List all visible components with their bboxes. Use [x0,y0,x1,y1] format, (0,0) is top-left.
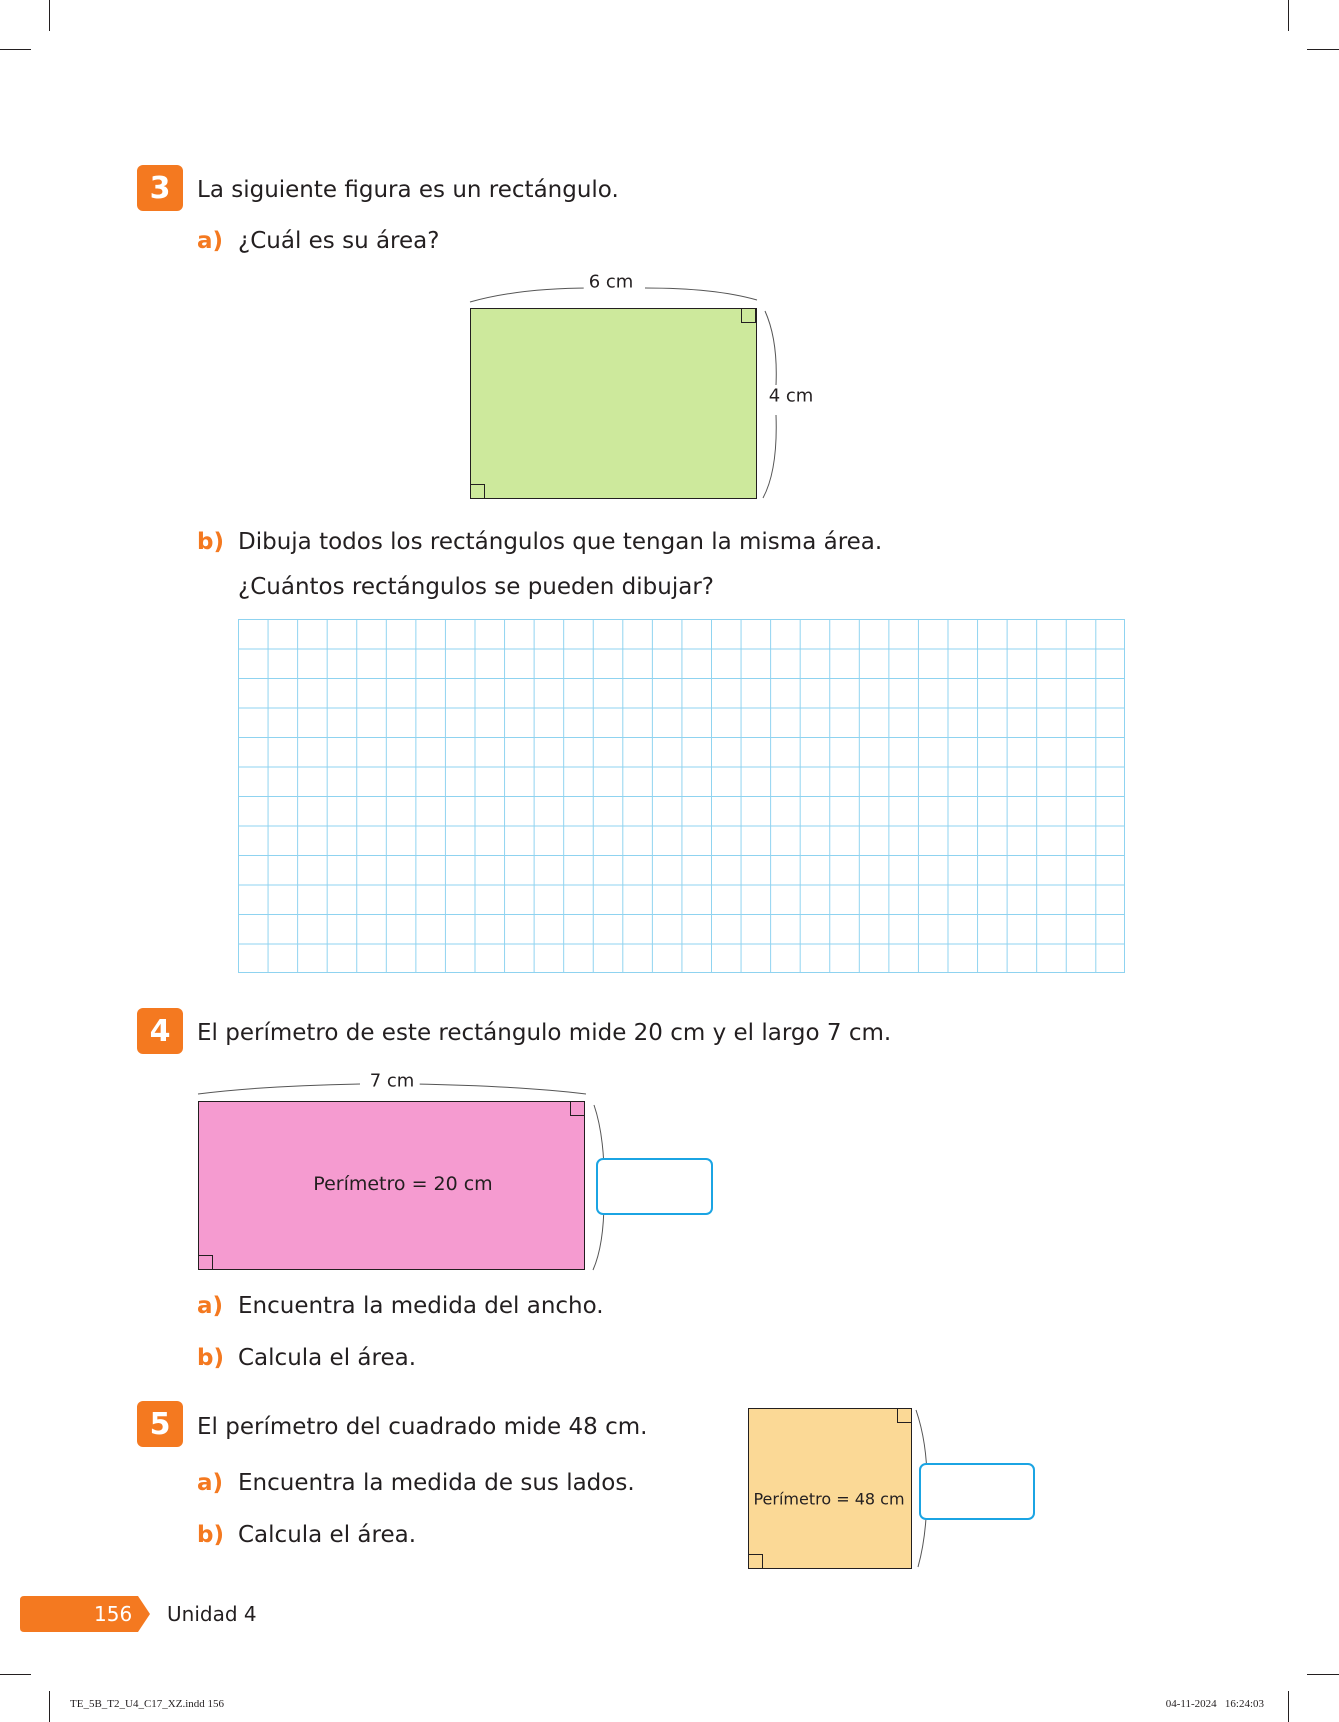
item-label: b) [197,529,224,555]
item-label: b) [197,1522,224,1548]
crop-mark [1288,0,1289,31]
width-label: 6 cm [584,272,639,293]
width-label: 7 cm [365,1071,420,1092]
right-angle-marker [198,1255,213,1270]
item-text: Encuentra la medida del ancho. [238,1293,604,1319]
perimeter-label: Perímetro = 20 cm [313,1173,493,1195]
drawing-grid[interactable] [238,619,1125,973]
page-number: 156 [94,1602,133,1626]
right-angle-marker [570,1101,585,1116]
crop-mark [1307,49,1339,50]
crop-mark [1307,1674,1339,1675]
answer-box-side[interactable] [919,1463,1035,1520]
unit-label: Unidad 4 [167,1602,257,1626]
item-text: ¿Cuántos rectángulos se pueden dibujar? [238,574,714,600]
item-text: ¿Cuál es su área? [238,228,440,254]
green-rectangle [470,308,757,499]
right-angle-marker [748,1554,763,1569]
crop-mark [49,1691,50,1722]
item-label: a) [197,1470,224,1496]
orange-square [748,1408,912,1569]
answer-box-width[interactable] [596,1158,713,1215]
right-angle-marker [470,484,485,499]
crop-mark [0,1674,31,1675]
crop-mark [1288,1691,1289,1722]
file-name: TE_5B_T2_U4_C17_XZ.indd 156 [70,1698,224,1710]
print-timestamp: 04-11-2024 16:24:03 [1165,1698,1264,1710]
height-label: 4 cm [764,386,819,407]
item-text: Calcula el área. [238,1522,417,1548]
exercise-statement: El perímetro de este rectángulo mide 20 cm y el largo 7 cm. [197,1020,892,1046]
perimeter-label: Perímetro = 48 cm [753,1489,905,1509]
item-label: a) [197,1293,224,1319]
crop-mark [49,0,50,31]
item-label: b) [197,1345,224,1371]
exercise-statement: La siguiente figura es un rectángulo. [197,177,619,203]
crop-mark [0,49,31,50]
item-text: Encuentra la medida de sus lados. [238,1470,635,1496]
item-text: Calcula el área. [238,1345,417,1371]
exercise-number-badge: 5 [137,1401,183,1447]
item-label: a) [197,228,224,254]
right-angle-marker [897,1408,912,1423]
right-angle-marker [741,308,756,323]
exercise-number-badge: 3 [137,165,183,211]
exercise-statement: El perímetro del cuadrado mide 48 cm. [197,1414,648,1440]
exercise-number-badge: 4 [137,1008,183,1054]
item-text: Dibuja todos los rectángulos que tengan la misma área. [238,529,883,555]
